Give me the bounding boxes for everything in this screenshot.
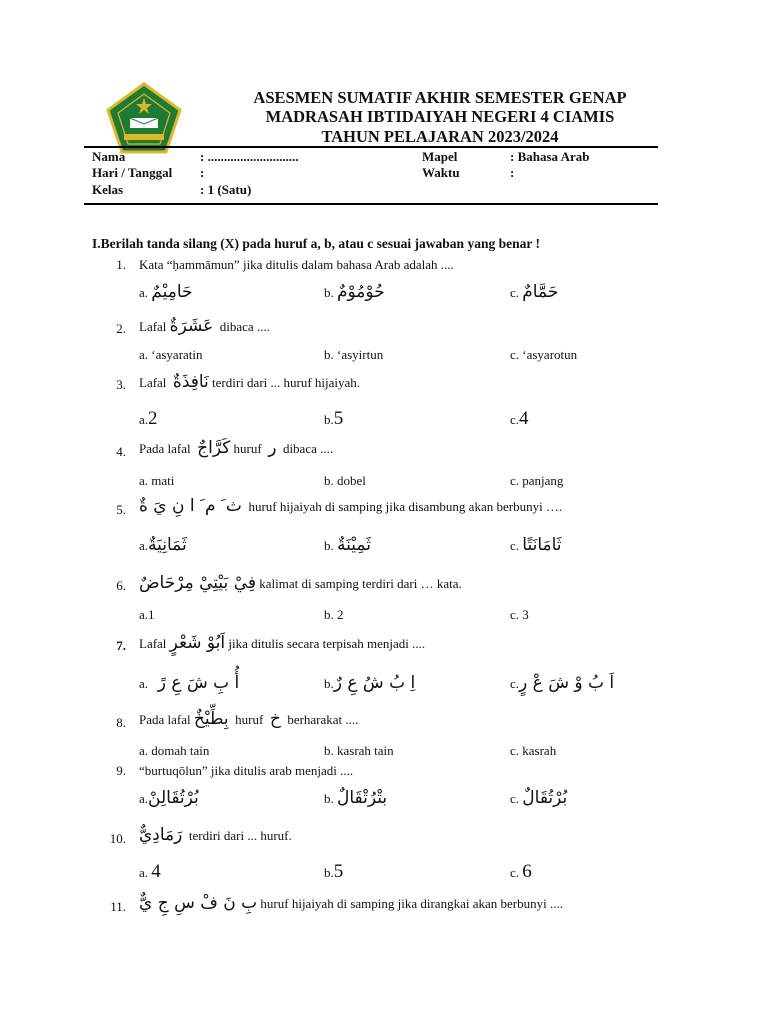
q1-c-label: c. — [510, 285, 520, 300]
q1-b-arabic: حُوْمُوْمٌ — [337, 282, 385, 302]
q5-c-arabic: ثَامَانَتًا — [522, 535, 562, 555]
q3-option-a[interactable] — [139, 409, 158, 430]
q10-c-value: 6 — [522, 861, 532, 882]
q2-arabic: عَشَرَةٌ — [169, 316, 214, 336]
exam-title: ASESMEN SUMATIF AKHIR SEMESTER GENAP — [253, 88, 627, 107]
q8-post: berharakat .... — [287, 712, 359, 727]
q5-option-c[interactable] — [510, 535, 562, 556]
q3-b-value: 5 — [333, 408, 344, 429]
q9-c-label: c. — [510, 791, 520, 806]
q1-number: 1. — [116, 257, 126, 272]
q10-option-a[interactable] — [139, 862, 161, 883]
q8-mid: huruf — [235, 712, 264, 727]
nama-label: Nama — [92, 149, 126, 164]
q11-arabic: بِ نَ فْ سِ جِ يٌّ — [139, 893, 258, 913]
q7-a-label: a. — [139, 676, 149, 691]
q10-c-label: c. — [510, 865, 520, 880]
q2-option-b[interactable]: b. ‘asyirtun — [324, 347, 384, 362]
q7-option-c[interactable] — [510, 673, 614, 694]
info-rule — [84, 203, 658, 205]
q5-c-label: c. — [510, 538, 520, 553]
q9-text: “burtuqōlun” jika ditulis arab menjadi .... — [139, 763, 354, 778]
q3-number: 3. — [116, 377, 126, 392]
q8-option-c[interactable]: c. kasrah — [510, 743, 557, 758]
q8-arabic: بِطِّيْخٌ — [193, 709, 229, 729]
q1-text: Kata “ḥammāmun” jika ditulis dalam bahasa Arab adalah .... — [139, 257, 454, 272]
q3-text — [139, 374, 360, 391]
q7-text — [139, 635, 425, 652]
q2-number: 2. — [116, 321, 126, 336]
q10-number: 10. — [109, 831, 126, 846]
q9-number: 9. — [116, 763, 126, 778]
q10-a-value: 4 — [151, 861, 161, 882]
q9-option-b[interactable] — [324, 788, 387, 809]
q4-arabic: كَرَّاجٌ — [197, 438, 231, 458]
q4-mid: huruf — [233, 441, 262, 456]
q5-option-a[interactable] — [139, 535, 187, 556]
header-rule — [84, 146, 658, 148]
q9-option-a[interactable] — [139, 788, 199, 809]
q6-number: 6. — [116, 578, 126, 593]
q9-b-arabic: بتْرُتْقَالٌ — [337, 788, 388, 808]
q3-c-value: 4 — [519, 408, 529, 429]
q10-post: terdiri dari ... huruf. — [188, 828, 292, 843]
q5-b-arabic: ثَمِيْنَةٌ — [337, 535, 371, 555]
q7-arabic: اَبُوْ شَعْرٍ — [169, 633, 226, 653]
q5-text — [139, 498, 562, 515]
q9-b-label: b. — [324, 791, 334, 806]
q5-post: huruf hijaiyah di samping jika disambung akan berbunyi …. — [248, 499, 563, 514]
q9-a-label: a. — [139, 791, 149, 806]
q9-option-c[interactable] — [510, 788, 567, 809]
q4-option-a[interactable]: a. mati — [139, 473, 175, 488]
q7-a-arabic: أُ بِ شَ عِ رً — [157, 673, 240, 693]
q1-a-label: a. — [139, 285, 149, 300]
q6-option-c[interactable]: c. 3 — [510, 607, 529, 622]
q2-pre: Lafal — [139, 319, 167, 334]
q4-post: dibaca .... — [282, 441, 334, 456]
q4-text — [139, 440, 333, 457]
q7-option-b[interactable] — [324, 673, 415, 694]
waktu-label: Waktu — [422, 165, 460, 180]
q6-post: kalimat di samping terdiri dari … kata. — [259, 576, 462, 591]
q5-number: 5. — [116, 502, 126, 517]
section-instruction: I.Berilah tanda silang (X) pada huruf a, b, atau c sesuai jawaban yang benar ! — [92, 236, 540, 251]
hari-label: Hari / Tanggal — [92, 165, 173, 180]
q9-a-arabic: بُرْتُقَالِنْ — [148, 788, 199, 808]
q6-option-b[interactable]: b. 2 — [324, 607, 344, 622]
q3-b-label: b. — [324, 412, 334, 427]
q1-c-arabic: حَمَّامٌ — [522, 282, 559, 302]
q2-text — [139, 318, 270, 335]
q4-option-b[interactable]: b. dobel — [324, 473, 366, 488]
q2-option-c[interactable]: c. ‘asyarotun — [510, 347, 578, 362]
q10-text — [139, 827, 292, 844]
q5-b-label: b. — [324, 538, 334, 553]
q6-arabic: فِيْ بَيْتِيْ مِرْحَاضٌ — [139, 573, 256, 593]
q7-c-label: c. — [510, 676, 520, 691]
q7-b-arabic: اِ بُ شُ عِ رٌ — [333, 673, 416, 693]
q4-arabic2: ر — [268, 438, 277, 458]
q5-a-label: a. — [139, 538, 149, 553]
q8-option-a[interactable]: a. domah tain — [139, 743, 210, 758]
mapel-label: Mapel — [422, 149, 458, 164]
q1-option-c[interactable] — [510, 282, 558, 303]
q3-a-label: a. — [139, 412, 149, 427]
kemenag-emblem-icon — [106, 82, 182, 154]
q10-option-b[interactable] — [324, 862, 343, 883]
q7-post: jika ditulis secara terpisah menjadi .... — [228, 636, 426, 651]
q5-a-arabic: ثَمَانِيَةٌ — [148, 535, 187, 555]
q8-text — [139, 711, 358, 728]
nama-value: : ............................ — [200, 149, 299, 164]
q10-arabic: رَمَادِيٌّ — [139, 825, 183, 845]
q4-pre: Pada lafal — [139, 441, 191, 456]
q10-a-label: a. — [139, 865, 149, 880]
q1-b-label: b. — [324, 285, 334, 300]
q3-pre: Lafal — [139, 375, 167, 390]
q5-option-b[interactable] — [324, 535, 371, 556]
kelas-value: : 1 (Satu) — [200, 182, 252, 197]
q1-option-a[interactable] — [139, 282, 193, 303]
q7-c-arabic: اَ بُ وْ شَ عْ رٍ — [519, 673, 615, 693]
mapel-value: : Bahasa Arab — [510, 149, 590, 164]
q11-text — [139, 895, 563, 912]
q9-c-arabic: بُرْتُقَالٌ — [522, 788, 568, 808]
q7-number: 7. — [116, 638, 126, 653]
school-name: MADRASAH IBTIDAIYAH NEGERI 4 CIAMIS — [265, 107, 615, 126]
q11-number: 11. — [110, 899, 126, 914]
q1-option-b[interactable] — [324, 282, 385, 303]
q7-b-label: b. — [324, 676, 334, 691]
q3-post: terdiri dari ... huruf hijaiyah. — [212, 375, 361, 390]
q2-option-a[interactable]: a. ‘asyaratin — [139, 347, 203, 362]
q3-c-label: c. — [510, 412, 520, 427]
q3-option-b[interactable] — [324, 409, 343, 430]
q8-number: 8. — [116, 715, 126, 730]
q8-option-b[interactable]: b. kasrah tain — [324, 743, 394, 758]
q8-pre: Pada lafal — [139, 712, 191, 727]
kelas-label: Kelas — [92, 182, 124, 197]
q10-b-label: b. — [324, 865, 334, 880]
q6-option-a[interactable]: a.1 — [139, 607, 155, 622]
q11-post: huruf hijaiyah di samping jika dirangkai akan berbunyi .... — [260, 896, 563, 911]
q3-a-value: 2 — [148, 408, 158, 429]
waktu-value: : — [510, 165, 515, 180]
q7-option-a[interactable] — [139, 673, 239, 694]
q6-text — [139, 575, 462, 592]
q10-b-value: 5 — [333, 861, 344, 882]
q1-a-arabic: حَامِيْمٌ — [151, 282, 193, 302]
q2-post: dibaca .... — [219, 319, 270, 334]
q4-number: 4. — [116, 444, 126, 459]
q7-pre: Lafal — [139, 636, 167, 651]
hari-value: : — [200, 165, 205, 180]
q8-arabic2: خ — [269, 709, 281, 729]
q3-arabic: نَافِذَةٌ — [172, 372, 209, 392]
q4-option-c[interactable]: c. panjang — [510, 473, 564, 488]
q3-option-c[interactable] — [510, 409, 529, 430]
academic-year: TAHUN PELAJARAN 2023/2024 — [321, 127, 559, 146]
q5-arabic: ث َ م َ ا نِ يَ ةٌ — [139, 496, 242, 516]
q10-option-c[interactable] — [510, 862, 532, 883]
